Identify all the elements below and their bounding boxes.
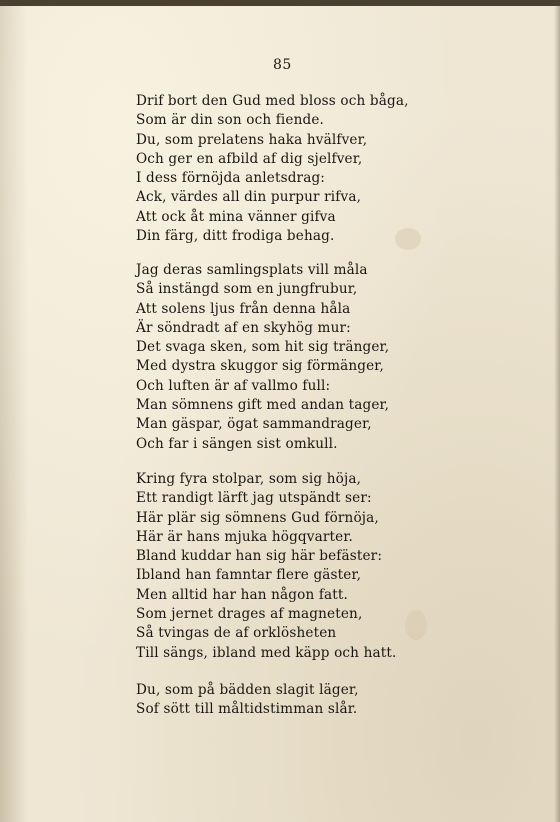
poem-line: Drif bort den Gud med bloss och båga,	[136, 93, 409, 109]
poem-line: Att solens ljus från denna håla	[136, 300, 351, 317]
poem-line: Och ger en afbild af dig sjelfver,	[136, 150, 363, 167]
poem-line: Jag deras samlingsplats vill måla	[136, 262, 368, 278]
poem-line: Är söndradt af en skyhög mur:	[136, 319, 351, 336]
poem-line: Så tvingas de af orklösheten	[136, 625, 337, 642]
paper-stain	[405, 610, 427, 640]
poem-line: Här är hans mjuka högqvarter.	[136, 528, 353, 545]
poem-line: Man sömnens gift med andan tager,	[136, 397, 390, 414]
poem-line: Kring fyra stolpar, som sig höja,	[136, 471, 362, 487]
poem-line: Man gäspar, ögat sammandrager,	[136, 416, 372, 433]
poem-stanza	[136, 470, 396, 663]
poem-line: Till sängs, ibland med käpp och hatt.	[136, 644, 397, 661]
poem-line: Din färg, ditt frodiga behag.	[136, 228, 335, 245]
poem-line: Och luften är af vallmo full:	[136, 377, 331, 394]
poem-line: Så instängd som en jungfrubur,	[136, 281, 358, 298]
poem-stanza	[136, 681, 359, 720]
poem-line: Men alltid har han någon fatt.	[136, 586, 348, 603]
poem-line: Som jernet drages af magneten,	[136, 606, 363, 623]
poem-stanza	[136, 92, 409, 246]
page-right-edge	[554, 0, 560, 822]
poem-line: I dess förnöjda anletsdrag:	[136, 170, 326, 187]
poem-line: Sof sött till måltidstimman slår.	[136, 701, 358, 718]
page-number: 85	[273, 57, 292, 73]
page-top-edge	[0, 0, 560, 6]
poem-line: Att ock åt mina vänner gifva	[136, 208, 336, 225]
poem-line: Bland kuddar han sig här befäster:	[136, 548, 383, 565]
poem-line: Och far i sängen sist omkull.	[136, 435, 338, 452]
poem-line: Du, som prelatens haka hvälfver,	[136, 131, 368, 148]
poem-line: Ack, värdes all din purpur rifva,	[136, 189, 362, 206]
poem-line: Som är din son och fiende.	[136, 112, 325, 129]
poem-line: Här plär sig sömnens Gud förnöja,	[136, 509, 379, 526]
poem-stanza	[136, 261, 389, 454]
poem-line: Du, som på bädden slagit läger,	[136, 682, 359, 698]
poem-line: Med dystra skuggor sig förmänger,	[136, 358, 384, 375]
poem-line: Det svaga sken, som hit sig tränger,	[136, 339, 390, 356]
poem-line: Ett randigt lärft jag utspändt ser:	[136, 490, 372, 507]
poem-line: Ibland han famntar flere gäster,	[136, 567, 362, 584]
